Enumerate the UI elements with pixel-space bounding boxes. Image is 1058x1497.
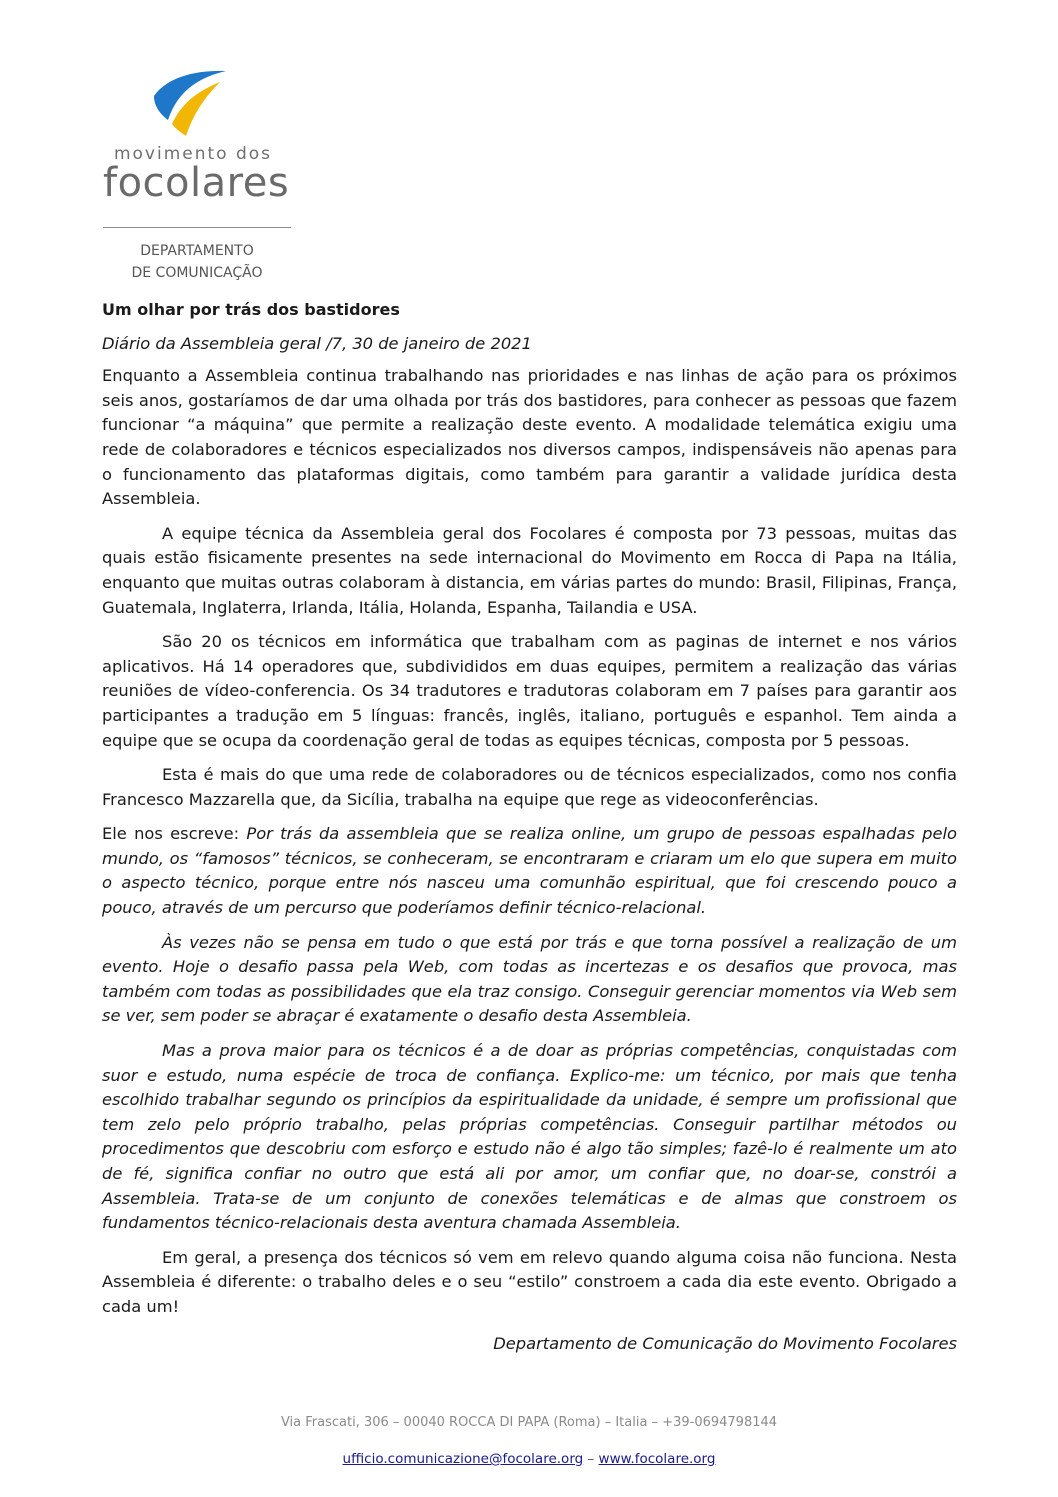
- brand-tagline: movimento dos: [113, 144, 273, 164]
- brand-name: focolares: [103, 160, 290, 206]
- website-link[interactable]: www.focolare.org: [598, 1451, 716, 1467]
- paragraph-7: Mas a prova maior para os técnicos é a de doar as próprias competências, conquistadas com suor e estudo, numa espécie de troca de confiança. Explico-me: um técnico, por mais que tenha escolhido trabalhar segundo os princípios da espiritualidade da unidade, é sempre um profissional que tem zelo pelo próprio trabalho, pelas próprias competências. Conseguir partilhar métodos ou procedimentos que descobriu com esforço e estudo não é algo tão simples; fazê-lo é realmente um ato de fé, significa confiar no outro que está ali por amor, um confiar que, no doar-se, constrói a Assembleia. Trata-se de um conjunto de conexões telemáticas e de almas que constroem os fundamentos técnico-relacionais desta aventura chamada Assembleia.: [102, 1041, 957, 1233]
- footer-links: [0, 1451, 1058, 1467]
- article: [102, 298, 957, 1366]
- footer-address: Via Frascati, 306 – 00040 ROCCA DI PAPA (Roma) – Italia – +39-0694798144: [280, 1415, 778, 1430]
- focolari-flame-icon: [148, 68, 228, 140]
- quote-text: Por trás da assembleia que se realiza online, um grupo de pessoas espalhadas pelo mundo, os “famosos” técnicos, se conheceram, se encontraram e criaram um elo que supera em muito o aspecto técnico, porque entre nós nasceu uma comunhão espiritual, que foi crescendo pouco a pouco, através de um percurso que poderíamos definir técnico-relacional.: [102, 824, 958, 918]
- paragraph-8: Em geral, a presença dos técnicos só vem em relevo quando alguma coisa não funciona. Nesta Assembleia é diferente: o trabalho deles e o seu “estilo” constroem a cada dia este evento. Obrigado a cada um!: [102, 1247, 957, 1316]
- footer-separator: –: [583, 1451, 599, 1467]
- paragraph-2: A equipe técnica da Assembleia geral dos Focolares é composta por 73 pessoas, muitas das quais estão fisicamente presentes na sede internacional do Movimento em Rocca di Papa na Itália, enquanto que muitas outras colaboram à distancia, em várias partes do mundo: Brasil, Filipinas, França, Guatemala, Inglaterra, Irlanda, Itália, Holanda, Espanha, Tailandia e USA.: [102, 523, 957, 617]
- department-line-2: DE COMUNICAÇÃO: [131, 265, 263, 281]
- paragraph-3: São 20 os técnicos em informática que trabalham com as paginas de internet e nos vários aplicativos. Há 14 operadores que, subdivididos em duas equipes, permitem a realização das várias reuniões de vídeo-conferencia. Os 34 tradutores e tradutoras colaboram em 7 países para garantir aos participantes a tradução em 5 línguas: francês, inglês, italiano, português e espanhol. Tem ainda a equipe que se ocupa da coordenação geral de todas as equipes técnicas, composta por 5 pessoas.: [102, 632, 957, 750]
- article-subtitle: Diário da Assembleia geral /7, 30 de janeiro de 2021: [102, 333, 532, 353]
- paragraph-1: Enquanto a Assembleia continua trabalhando nas prioridades e nas linhas de ação para os próximos seis anos, gostaríamos de dar uma olhada por trás dos bastidores, para conhecer as pessoas que fazem funcionar “a máquina” que permite a realização deste evento. A modalidade telemática exigiu uma rede de colaboradores e técnicos especializados nos diversos campos, indispensáveis não apenas para o funcionamento das plataformas digitais, como também para garantir a validade jurídica desta Assembleia.: [102, 366, 957, 509]
- signature: Departamento de Comunicação do Movimento Focolares: [493, 1333, 957, 1353]
- department-line-1: DEPARTAMENTO: [140, 243, 254, 259]
- article-title: Um olhar por trás dos bastidores: [102, 300, 400, 319]
- logo-divider: [103, 227, 291, 228]
- quote-lead: Ele nos escreve:: [102, 824, 247, 844]
- paragraph-5: [102, 822, 957, 920]
- paragraph-6: Às vezes não se pensa em tudo o que está por trás e que torna possível a realização de um evento. Hoje o desafio passa pela Web, com todas as incertezas e os desafios que provoca, mas também com todas as possibilidades que ela traz consigo. Conseguir gerenciar momentos via Web sem se ver, sem poder se abraçar é exatamente o desafio desta Assembleia.: [102, 932, 957, 1026]
- email-link[interactable]: ufficio.comunicazione@focolare.org: [342, 1451, 584, 1467]
- department-label: [103, 240, 291, 284]
- paragraph-4: Esta é mais do que uma rede de colaboradores ou de técnicos especializados, como nos confia Francesco Mazzarella que, da Sicília, trabalha na equipe que rege as videoconferências.: [102, 765, 957, 809]
